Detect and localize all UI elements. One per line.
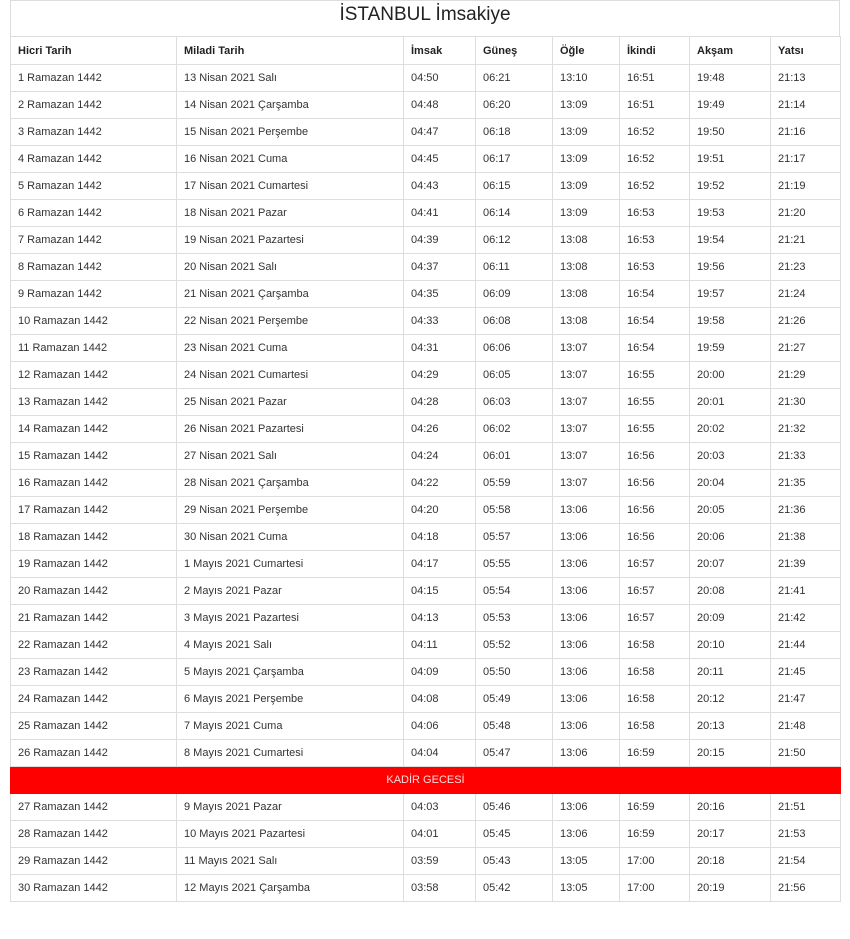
cell-imsak: 03:58 (404, 875, 476, 902)
cell-hicri-tarih: 11 Ramazan 1442 (11, 335, 177, 362)
table-row (11, 497, 841, 524)
cell-hicri-tarih: 25 Ramazan 1442 (11, 713, 177, 740)
cell-ogle: 13:06 (553, 821, 620, 848)
cell-miladi-tarih: 30 Nisan 2021 Cuma (177, 524, 404, 551)
cell-gunes: 06:17 (476, 146, 553, 173)
cell-ogle: 13:06 (553, 605, 620, 632)
cell-imsak: 04:26 (404, 416, 476, 443)
header-ogle: Öğle (553, 37, 620, 65)
cell-hicri-tarih: 17 Ramazan 1442 (11, 497, 177, 524)
cell-ikindi: 16:51 (620, 92, 690, 119)
cell-gunes: 05:50 (476, 659, 553, 686)
table-row (11, 821, 841, 848)
cell-miladi-tarih: 18 Nisan 2021 Pazar (177, 200, 404, 227)
table-header-row (11, 37, 841, 65)
table-row (11, 362, 841, 389)
cell-aksam: 20:15 (690, 740, 771, 767)
cell-hicri-tarih: 30 Ramazan 1442 (11, 875, 177, 902)
cell-yatsi: 21:38 (771, 524, 841, 551)
cell-hicri-tarih: 15 Ramazan 1442 (11, 443, 177, 470)
cell-imsak: 04:31 (404, 335, 476, 362)
cell-yatsi: 21:16 (771, 119, 841, 146)
table-body (11, 65, 841, 902)
cell-gunes: 06:21 (476, 65, 553, 92)
table-row (11, 470, 841, 497)
cell-imsak: 04:28 (404, 389, 476, 416)
cell-gunes: 06:11 (476, 254, 553, 281)
cell-ogle: 13:07 (553, 389, 620, 416)
cell-hicri-tarih: 23 Ramazan 1442 (11, 659, 177, 686)
cell-ogle: 13:06 (553, 578, 620, 605)
cell-aksam: 20:11 (690, 659, 771, 686)
table-row (11, 92, 841, 119)
cell-ogle: 13:06 (553, 713, 620, 740)
cell-gunes: 06:14 (476, 200, 553, 227)
page-title: İSTANBUL İmsakiye (10, 0, 840, 36)
table-row (11, 875, 841, 902)
cell-aksam: 19:48 (690, 65, 771, 92)
cell-miladi-tarih: 26 Nisan 2021 Pazartesi (177, 416, 404, 443)
cell-aksam: 20:00 (690, 362, 771, 389)
cell-ikindi: 16:57 (620, 578, 690, 605)
table-row (11, 605, 841, 632)
cell-imsak: 04:09 (404, 659, 476, 686)
cell-gunes: 06:09 (476, 281, 553, 308)
cell-yatsi: 21:50 (771, 740, 841, 767)
cell-yatsi: 21:56 (771, 875, 841, 902)
cell-miladi-tarih: 22 Nisan 2021 Perşembe (177, 308, 404, 335)
cell-yatsi: 21:21 (771, 227, 841, 254)
table-row (11, 578, 841, 605)
table-row (11, 389, 841, 416)
cell-imsak: 04:17 (404, 551, 476, 578)
cell-yatsi: 21:27 (771, 335, 841, 362)
cell-ikindi: 16:56 (620, 443, 690, 470)
cell-hicri-tarih: 1 Ramazan 1442 (11, 65, 177, 92)
cell-yatsi: 21:44 (771, 632, 841, 659)
cell-ogle: 13:08 (553, 254, 620, 281)
cell-ikindi: 16:58 (620, 686, 690, 713)
cell-aksam: 19:50 (690, 119, 771, 146)
cell-ogle: 13:09 (553, 92, 620, 119)
cell-miladi-tarih: 20 Nisan 2021 Salı (177, 254, 404, 281)
cell-miladi-tarih: 23 Nisan 2021 Cuma (177, 335, 404, 362)
table-row (11, 794, 841, 821)
table-row (11, 713, 841, 740)
cell-aksam: 19:54 (690, 227, 771, 254)
cell-ogle: 13:09 (553, 173, 620, 200)
cell-aksam: 20:01 (690, 389, 771, 416)
cell-aksam: 20:04 (690, 470, 771, 497)
cell-hicri-tarih: 16 Ramazan 1442 (11, 470, 177, 497)
cell-ikindi: 16:54 (620, 308, 690, 335)
cell-hicri-tarih: 7 Ramazan 1442 (11, 227, 177, 254)
cell-ikindi: 16:52 (620, 173, 690, 200)
cell-ogle: 13:10 (553, 65, 620, 92)
cell-yatsi: 21:47 (771, 686, 841, 713)
cell-yatsi: 21:19 (771, 173, 841, 200)
table-row (11, 848, 841, 875)
cell-gunes: 06:15 (476, 173, 553, 200)
cell-ikindi: 16:55 (620, 362, 690, 389)
cell-ikindi: 16:58 (620, 659, 690, 686)
cell-miladi-tarih: 3 Mayıs 2021 Pazartesi (177, 605, 404, 632)
cell-ikindi: 16:52 (620, 119, 690, 146)
cell-aksam: 20:18 (690, 848, 771, 875)
cell-ogle: 13:07 (553, 470, 620, 497)
cell-imsak: 04:11 (404, 632, 476, 659)
cell-hicri-tarih: 10 Ramazan 1442 (11, 308, 177, 335)
cell-gunes: 06:08 (476, 308, 553, 335)
header-gunes: Güneş (476, 37, 553, 65)
cell-miladi-tarih: 8 Mayıs 2021 Cumartesi (177, 740, 404, 767)
cell-aksam: 20:03 (690, 443, 771, 470)
cell-aksam: 19:52 (690, 173, 771, 200)
cell-aksam: 20:02 (690, 416, 771, 443)
cell-aksam: 20:07 (690, 551, 771, 578)
cell-gunes: 05:58 (476, 497, 553, 524)
cell-hicri-tarih: 22 Ramazan 1442 (11, 632, 177, 659)
cell-yatsi: 21:23 (771, 254, 841, 281)
cell-imsak: 04:04 (404, 740, 476, 767)
cell-miladi-tarih: 17 Nisan 2021 Cumartesi (177, 173, 404, 200)
header-hicri-tarih: Hicri Tarih (11, 37, 177, 65)
table-row (11, 551, 841, 578)
cell-miladi-tarih: 1 Mayıs 2021 Cumartesi (177, 551, 404, 578)
cell-gunes: 06:06 (476, 335, 553, 362)
cell-ikindi: 16:53 (620, 254, 690, 281)
cell-ogle: 13:06 (553, 497, 620, 524)
cell-hicri-tarih: 2 Ramazan 1442 (11, 92, 177, 119)
cell-imsak: 04:50 (404, 65, 476, 92)
cell-gunes: 05:55 (476, 551, 553, 578)
cell-ogle: 13:09 (553, 146, 620, 173)
cell-aksam: 20:08 (690, 578, 771, 605)
header-yatsi: Yatsı (771, 37, 841, 65)
cell-imsak: 03:59 (404, 848, 476, 875)
cell-ogle: 13:08 (553, 227, 620, 254)
table-row (11, 119, 841, 146)
cell-miladi-tarih: 11 Mayıs 2021 Salı (177, 848, 404, 875)
cell-hicri-tarih: 18 Ramazan 1442 (11, 524, 177, 551)
table-row (11, 281, 841, 308)
cell-ikindi: 16:59 (620, 794, 690, 821)
cell-ogle: 13:07 (553, 416, 620, 443)
cell-imsak: 04:33 (404, 308, 476, 335)
cell-imsak: 04:48 (404, 92, 476, 119)
cell-aksam: 19:51 (690, 146, 771, 173)
cell-yatsi: 21:13 (771, 65, 841, 92)
cell-hicri-tarih: 26 Ramazan 1442 (11, 740, 177, 767)
cell-imsak: 04:43 (404, 173, 476, 200)
cell-miladi-tarih: 24 Nisan 2021 Cumartesi (177, 362, 404, 389)
cell-gunes: 06:01 (476, 443, 553, 470)
cell-miladi-tarih: 29 Nisan 2021 Perşembe (177, 497, 404, 524)
cell-ikindi: 16:59 (620, 740, 690, 767)
cell-aksam: 19:58 (690, 308, 771, 335)
cell-hicri-tarih: 12 Ramazan 1442 (11, 362, 177, 389)
cell-imsak: 04:18 (404, 524, 476, 551)
cell-ikindi: 17:00 (620, 875, 690, 902)
table-row (11, 416, 841, 443)
cell-imsak: 04:45 (404, 146, 476, 173)
cell-aksam: 20:06 (690, 524, 771, 551)
cell-aksam: 19:56 (690, 254, 771, 281)
cell-ikindi: 16:53 (620, 227, 690, 254)
cell-ogle: 13:09 (553, 119, 620, 146)
cell-imsak: 04:20 (404, 497, 476, 524)
cell-hicri-tarih: 6 Ramazan 1442 (11, 200, 177, 227)
cell-yatsi: 21:36 (771, 497, 841, 524)
cell-miladi-tarih: 16 Nisan 2021 Cuma (177, 146, 404, 173)
cell-imsak: 04:29 (404, 362, 476, 389)
cell-gunes: 05:52 (476, 632, 553, 659)
cell-miladi-tarih: 13 Nisan 2021 Salı (177, 65, 404, 92)
cell-aksam: 20:12 (690, 686, 771, 713)
cell-hicri-tarih: 9 Ramazan 1442 (11, 281, 177, 308)
cell-yatsi: 21:51 (771, 794, 841, 821)
kadir-gecesi-row (11, 767, 841, 794)
imsakiye-table (10, 36, 841, 902)
cell-miladi-tarih: 2 Mayıs 2021 Pazar (177, 578, 404, 605)
cell-hicri-tarih: 8 Ramazan 1442 (11, 254, 177, 281)
cell-gunes: 06:02 (476, 416, 553, 443)
cell-miladi-tarih: 5 Mayıs 2021 Çarşamba (177, 659, 404, 686)
cell-imsak: 04:03 (404, 794, 476, 821)
cell-imsak: 04:01 (404, 821, 476, 848)
cell-yatsi: 21:33 (771, 443, 841, 470)
cell-yatsi: 21:32 (771, 416, 841, 443)
table-row (11, 254, 841, 281)
cell-miladi-tarih: 6 Mayıs 2021 Perşembe (177, 686, 404, 713)
cell-imsak: 04:47 (404, 119, 476, 146)
cell-aksam: 19:49 (690, 92, 771, 119)
cell-hicri-tarih: 21 Ramazan 1442 (11, 605, 177, 632)
cell-yatsi: 21:14 (771, 92, 841, 119)
cell-ogle: 13:06 (553, 686, 620, 713)
cell-yatsi: 21:30 (771, 389, 841, 416)
cell-gunes: 05:59 (476, 470, 553, 497)
table-row (11, 146, 841, 173)
cell-hicri-tarih: 20 Ramazan 1442 (11, 578, 177, 605)
cell-ogle: 13:06 (553, 740, 620, 767)
cell-ogle: 13:06 (553, 632, 620, 659)
cell-imsak: 04:06 (404, 713, 476, 740)
cell-hicri-tarih: 28 Ramazan 1442 (11, 821, 177, 848)
cell-ikindi: 16:54 (620, 335, 690, 362)
cell-hicri-tarih: 19 Ramazan 1442 (11, 551, 177, 578)
header-imsak: İmsak (404, 37, 476, 65)
cell-ogle: 13:09 (553, 200, 620, 227)
cell-gunes: 06:03 (476, 389, 553, 416)
cell-gunes: 06:12 (476, 227, 553, 254)
cell-miladi-tarih: 7 Mayıs 2021 Cuma (177, 713, 404, 740)
cell-yatsi: 21:20 (771, 200, 841, 227)
cell-miladi-tarih: 25 Nisan 2021 Pazar (177, 389, 404, 416)
cell-imsak: 04:39 (404, 227, 476, 254)
cell-ogle: 13:07 (553, 443, 620, 470)
cell-ikindi: 16:56 (620, 524, 690, 551)
cell-miladi-tarih: 10 Mayıs 2021 Pazartesi (177, 821, 404, 848)
cell-imsak: 04:13 (404, 605, 476, 632)
cell-gunes: 05:45 (476, 821, 553, 848)
cell-aksam: 20:16 (690, 794, 771, 821)
cell-gunes: 05:42 (476, 875, 553, 902)
table-row (11, 65, 841, 92)
cell-imsak: 04:41 (404, 200, 476, 227)
cell-ogle: 13:08 (553, 308, 620, 335)
cell-gunes: 05:46 (476, 794, 553, 821)
cell-aksam: 20:10 (690, 632, 771, 659)
table-row (11, 740, 841, 767)
cell-yatsi: 21:45 (771, 659, 841, 686)
cell-gunes: 06:18 (476, 119, 553, 146)
cell-miladi-tarih: 4 Mayıs 2021 Salı (177, 632, 404, 659)
cell-gunes: 05:57 (476, 524, 553, 551)
cell-ikindi: 16:54 (620, 281, 690, 308)
cell-ikindi: 16:51 (620, 65, 690, 92)
cell-yatsi: 21:35 (771, 470, 841, 497)
cell-yatsi: 21:42 (771, 605, 841, 632)
cell-ogle: 13:06 (553, 659, 620, 686)
kadir-gecesi-label: KADİR GECESİ (11, 767, 841, 794)
cell-hicri-tarih: 4 Ramazan 1442 (11, 146, 177, 173)
cell-yatsi: 21:41 (771, 578, 841, 605)
table-row (11, 200, 841, 227)
cell-gunes: 06:20 (476, 92, 553, 119)
cell-ikindi: 16:55 (620, 416, 690, 443)
cell-ikindi: 16:53 (620, 200, 690, 227)
header-aksam: Akşam (690, 37, 771, 65)
cell-ogle: 13:08 (553, 281, 620, 308)
cell-miladi-tarih: 19 Nisan 2021 Pazartesi (177, 227, 404, 254)
cell-imsak: 04:24 (404, 443, 476, 470)
cell-aksam: 20:19 (690, 875, 771, 902)
cell-miladi-tarih: 28 Nisan 2021 Çarşamba (177, 470, 404, 497)
cell-imsak: 04:22 (404, 470, 476, 497)
cell-gunes: 05:48 (476, 713, 553, 740)
cell-gunes: 05:49 (476, 686, 553, 713)
cell-aksam: 20:13 (690, 713, 771, 740)
table-row (11, 173, 841, 200)
cell-aksam: 19:59 (690, 335, 771, 362)
cell-aksam: 20:17 (690, 821, 771, 848)
cell-gunes: 05:47 (476, 740, 553, 767)
table-row (11, 443, 841, 470)
cell-ogle: 13:07 (553, 362, 620, 389)
header-ikindi: İkindi (620, 37, 690, 65)
cell-yatsi: 21:53 (771, 821, 841, 848)
cell-miladi-tarih: 27 Nisan 2021 Salı (177, 443, 404, 470)
cell-yatsi: 21:29 (771, 362, 841, 389)
cell-gunes: 05:43 (476, 848, 553, 875)
cell-hicri-tarih: 24 Ramazan 1442 (11, 686, 177, 713)
table-row (11, 335, 841, 362)
cell-yatsi: 21:26 (771, 308, 841, 335)
cell-hicri-tarih: 27 Ramazan 1442 (11, 794, 177, 821)
cell-yatsi: 21:39 (771, 551, 841, 578)
cell-imsak: 04:08 (404, 686, 476, 713)
cell-ikindi: 16:59 (620, 821, 690, 848)
cell-aksam: 19:57 (690, 281, 771, 308)
cell-ikindi: 16:57 (620, 605, 690, 632)
cell-ogle: 13:06 (553, 551, 620, 578)
table-row (11, 308, 841, 335)
cell-ogle: 13:06 (553, 524, 620, 551)
cell-ogle: 13:05 (553, 848, 620, 875)
cell-ogle: 13:06 (553, 794, 620, 821)
cell-ikindi: 16:56 (620, 470, 690, 497)
table-row (11, 686, 841, 713)
table-row (11, 524, 841, 551)
cell-imsak: 04:37 (404, 254, 476, 281)
table-row (11, 227, 841, 254)
cell-imsak: 04:35 (404, 281, 476, 308)
cell-aksam: 19:53 (690, 200, 771, 227)
cell-gunes: 05:53 (476, 605, 553, 632)
cell-imsak: 04:15 (404, 578, 476, 605)
cell-hicri-tarih: 13 Ramazan 1442 (11, 389, 177, 416)
cell-ikindi: 16:55 (620, 389, 690, 416)
cell-hicri-tarih: 3 Ramazan 1442 (11, 119, 177, 146)
cell-ogle: 13:07 (553, 335, 620, 362)
cell-yatsi: 21:48 (771, 713, 841, 740)
cell-aksam: 20:09 (690, 605, 771, 632)
cell-gunes: 06:05 (476, 362, 553, 389)
header-miladi-tarih: Miladi Tarih (177, 37, 404, 65)
cell-ikindi: 17:00 (620, 848, 690, 875)
cell-miladi-tarih: 14 Nisan 2021 Çarşamba (177, 92, 404, 119)
cell-hicri-tarih: 14 Ramazan 1442 (11, 416, 177, 443)
table-row (11, 659, 841, 686)
cell-miladi-tarih: 21 Nisan 2021 Çarşamba (177, 281, 404, 308)
cell-ikindi: 16:56 (620, 497, 690, 524)
cell-yatsi: 21:17 (771, 146, 841, 173)
cell-ikindi: 16:58 (620, 713, 690, 740)
cell-yatsi: 21:54 (771, 848, 841, 875)
cell-miladi-tarih: 15 Nisan 2021 Perşembe (177, 119, 404, 146)
cell-ikindi: 16:57 (620, 551, 690, 578)
cell-miladi-tarih: 9 Mayıs 2021 Pazar (177, 794, 404, 821)
cell-hicri-tarih: 5 Ramazan 1442 (11, 173, 177, 200)
cell-ikindi: 16:52 (620, 146, 690, 173)
cell-ikindi: 16:58 (620, 632, 690, 659)
cell-ogle: 13:05 (553, 875, 620, 902)
cell-gunes: 05:54 (476, 578, 553, 605)
cell-miladi-tarih: 12 Mayıs 2021 Çarşamba (177, 875, 404, 902)
table-row (11, 632, 841, 659)
cell-hicri-tarih: 29 Ramazan 1442 (11, 848, 177, 875)
cell-yatsi: 21:24 (771, 281, 841, 308)
cell-aksam: 20:05 (690, 497, 771, 524)
